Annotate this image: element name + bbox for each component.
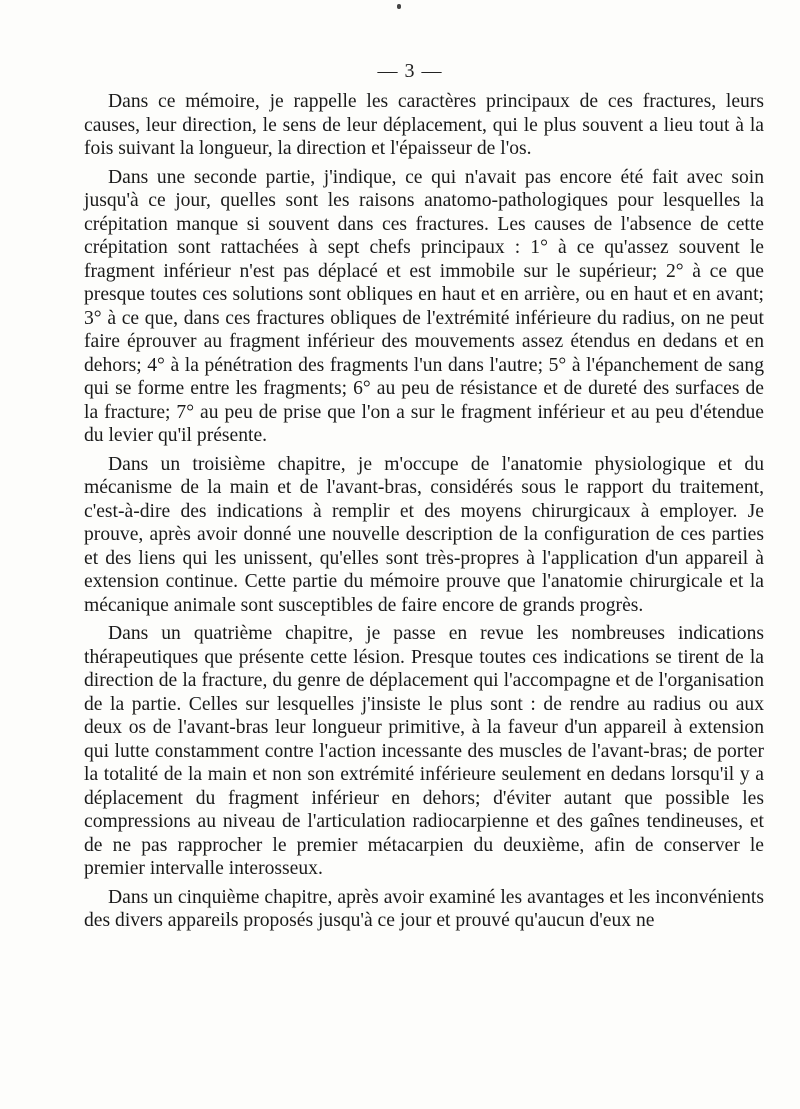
paragraph-2: Dans une seconde partie, j'indique, ce qui n'avait pas encore été fait avec soin jusqu'à ce jour, quelles sont les raisons anatomo-pathologiques pour lesquelles la crépitation manque si souvent dans ces fractures. Les causes de l'absence de cette crépitation sont rattachées à sept chefs principaux : 1° à ce qu'assez souvent le fragment inférieur n'est pas déplacé et est immobile sur le supérieur; 2° à ce que presque toutes ces solutions sont obliques en haut et en arrière, ou en haut et en avant; 3° à ce que, dans ces fractures obliques de l'extrémité inférieure du radius, on ne peut faire éprouver au fragment inférieur des mouvements assez étendus en dedans et en dehors; 4° à la pénétration des fragments l'un dans l'autre; 5° à l'épanchement de sang qui se forme entre les fragments; 6° au peu de résistance et de dureté des surfaces de la fracture; 7° au peu de prise que l'on a sur le fragment inférieur et au peu d'étendue du levier qu'il présente. — [84, 166, 764, 446]
page-number: — 3 — — [377, 60, 443, 82]
body-text — [84, 90, 764, 938]
ink-dot — [397, 4, 401, 9]
paragraph-4: Dans un quatrième chapitre, je passe en revue les nombreuses indications thérapeutiques que présente cette lésion. Presque toutes ces indications se tirent de la direction de la fracture, du genre de déplacement qui l'accompagne et de l'organisation de la partie. Celles sur lesquelles j'insiste le plus sont : de rendre au radius ou aux deux os de l'avant-bras leur longueur primitive, à la faveur d'un appareil à extension qui lutte constamment contre l'action incessante des muscles de l'avant-bras; de porter la totalité de la main et non son extrémité inférieure seulement en dedans lorsqu'il y a déplacement du fragment inférieur en dehors; d'éviter autant que possible les compressions au niveau de l'articulation radiocarpienne et des gaînes tendineuses, et de ne pas rapprocher le premier métacarpien du deuxième, afin de conserver le premier intervalle interosseux. — [84, 623, 764, 879]
paragraph-5: Dans un cinquième chapitre, après avoir examiné les avantages et les inconvénients des divers appareils proposés jusqu'à ce jour et prouvé qu'aucun d'eux ne — [84, 886, 764, 931]
paragraph-1: Dans ce mémoire, je rappelle les caractères principaux de ces fractures, leurs causes, leur direction, le sens de leur déplacement, qui le plus souvent a lieu tout à la fois suivant la longueur, la direction et l'épaisseur de l'os. — [84, 91, 764, 159]
paragraph-3: Dans un troisième chapitre, je m'occupe de l'anatomie physiologique et du mécanisme de la main et de l'avant-bras, considérés sous le rapport du traitement, c'est-à-dire des indications à remplir et des moyens chirurgicaux à employer. Je prouve, après avoir donné une nouvelle description de la configuration de ces parties et des liens qui les unissent, qu'elles sont très-propres à l'application d'un appareil à extension continue. Cette partie du mémoire prouve que l'anatomie chirurgicale et la mécanique animale sont susceptibles de faire encore de grands progrès. — [84, 453, 764, 616]
